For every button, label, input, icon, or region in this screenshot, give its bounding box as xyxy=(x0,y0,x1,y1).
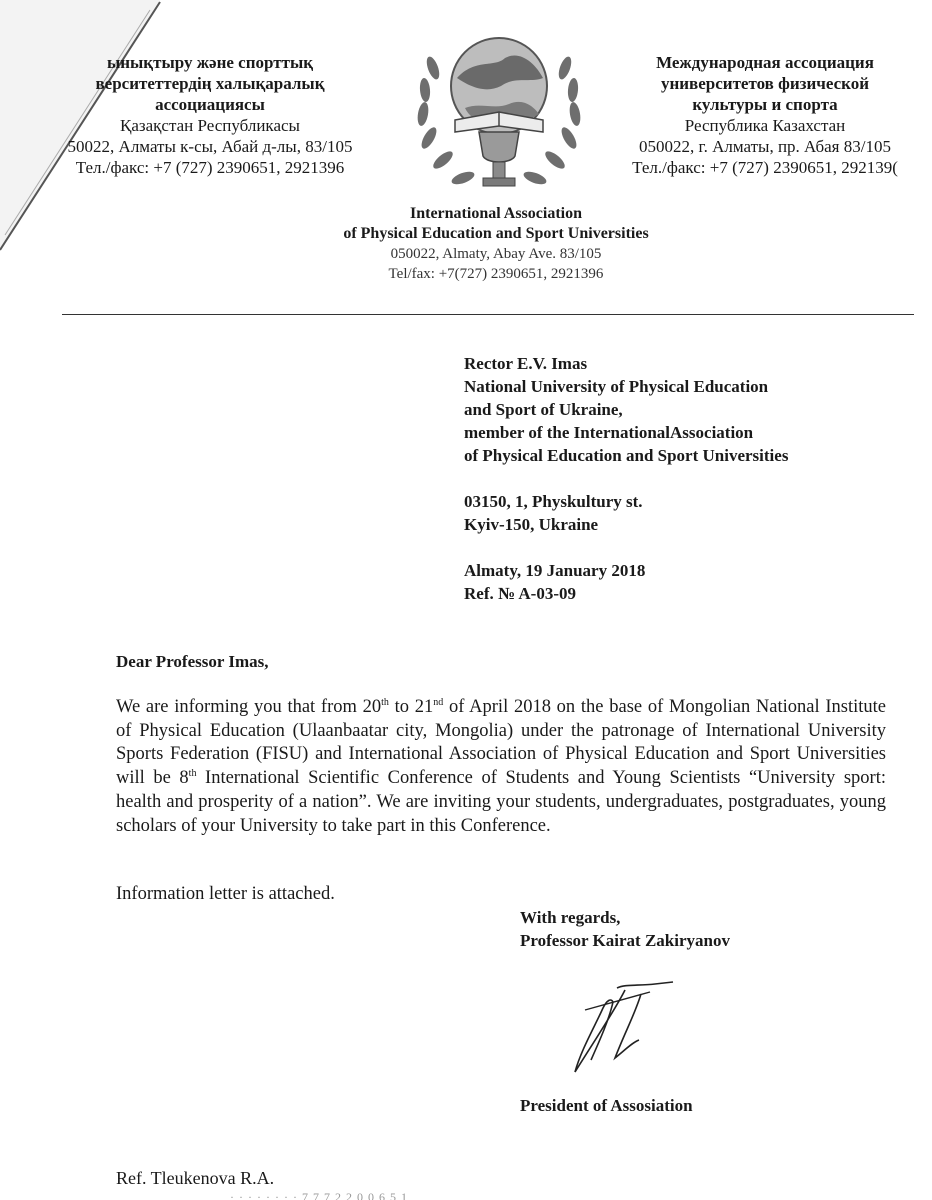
body-sup-1: th xyxy=(381,696,389,708)
english-address: 050022, Almaty, Abay Ave. 83/105 xyxy=(390,246,602,262)
addressee-address1: 03150, 1, Physkultury st. xyxy=(464,492,643,511)
salutation: Dear Professor Imas, xyxy=(116,652,269,671)
kazakh-address: 50022, Алматы к-сы, Абай д-лы, 83/105 xyxy=(67,137,353,156)
letter-body xyxy=(116,696,886,838)
addressee-line4: member of the InternationalAssociation xyxy=(464,423,754,442)
russian-name-line1: Международная ассоциация xyxy=(656,53,874,72)
russian-name-line3: культуры и спорта xyxy=(692,95,838,114)
letter-date: Almaty, 19 January 2018 xyxy=(464,561,646,580)
addressee-line1: Rector E.V. Imas xyxy=(464,354,588,373)
kazakh-name-line3: ассоциациясы xyxy=(155,95,265,114)
letterhead-kazakh xyxy=(30,52,390,178)
body-part-b: to 21 xyxy=(388,697,434,717)
addressee-line5: of Physical Education and Sport Universities xyxy=(464,446,789,465)
body-sup-2: nd xyxy=(433,696,444,708)
signer-title: President of Assosiation xyxy=(520,1096,693,1115)
russian-name-line2: университетов физической xyxy=(660,74,870,93)
addressee-block xyxy=(464,352,894,605)
closing-signer: Professor Kairat Zakiryanov xyxy=(520,931,730,950)
english-name-line1: International Association xyxy=(409,205,582,222)
attachment-note: Information letter is attached. xyxy=(116,884,335,904)
body-part-d: International Scientific Conference of Students and Young Scientists “University sport: health and prosperity of a nation”. We are inviting your students, undergraduates, postgraduates, young scholars of your University to take part in this Conference. xyxy=(116,768,886,836)
english-name-line2: of Physical Education and Sport Universities xyxy=(343,225,649,242)
addressee-address2: Kyiv-150, Ukraine xyxy=(464,515,599,534)
ref-line: Ref. Tleukenova R.A. xyxy=(116,1168,275,1188)
addressee-line3: and Sport of Ukraine, xyxy=(464,400,623,419)
letter-ref-number: Ref. № A-03-09 xyxy=(464,584,576,603)
cut-off-phone-line: · · · · · · · · 7 7 7 2 2 0 0 6 5 1 xyxy=(230,1190,408,1200)
letterhead-russian xyxy=(598,52,932,178)
kazakh-phone: Тел./факс: +7 (727) 2390651, 2921396 xyxy=(75,158,345,177)
addressee-line2: National University of Physical Education xyxy=(464,377,769,396)
handwritten-signature xyxy=(555,980,690,1080)
letterhead-english xyxy=(200,204,792,284)
association-emblem xyxy=(405,28,593,200)
body-part-a: We are informing you that from 20 xyxy=(116,697,382,717)
closing-regards: With regards, xyxy=(520,908,621,927)
russian-country: Республика Казахстан xyxy=(684,116,846,135)
closing-block xyxy=(520,906,730,952)
kazakh-name-line2: верситеттердің халықаралық xyxy=(95,74,325,93)
body-sup-3: th xyxy=(188,767,197,779)
body-part-c: of April 2018 on the base of Mongolian National Institute of Physical Education (Ulaanbaatar city, Mongolia) under the patronage of International University Sports Federation (FISU) and International Association of Physical Education and Sport Universities will be 8 xyxy=(116,697,887,789)
russian-phone: Тел./факс: +7 (727) 2390651, 292139( xyxy=(632,158,898,177)
russian-address: 050022, г. Алматы, пр. Абая 83/105 xyxy=(639,137,891,156)
letterhead-divider xyxy=(62,314,914,315)
kazakh-name-line1: ынықтыру және спорттық xyxy=(106,53,314,72)
kazakh-country: Қазақстан Республикасы xyxy=(120,116,300,135)
english-phone: Tel/fax: +7(727) 2390651, 2921396 xyxy=(388,266,604,282)
